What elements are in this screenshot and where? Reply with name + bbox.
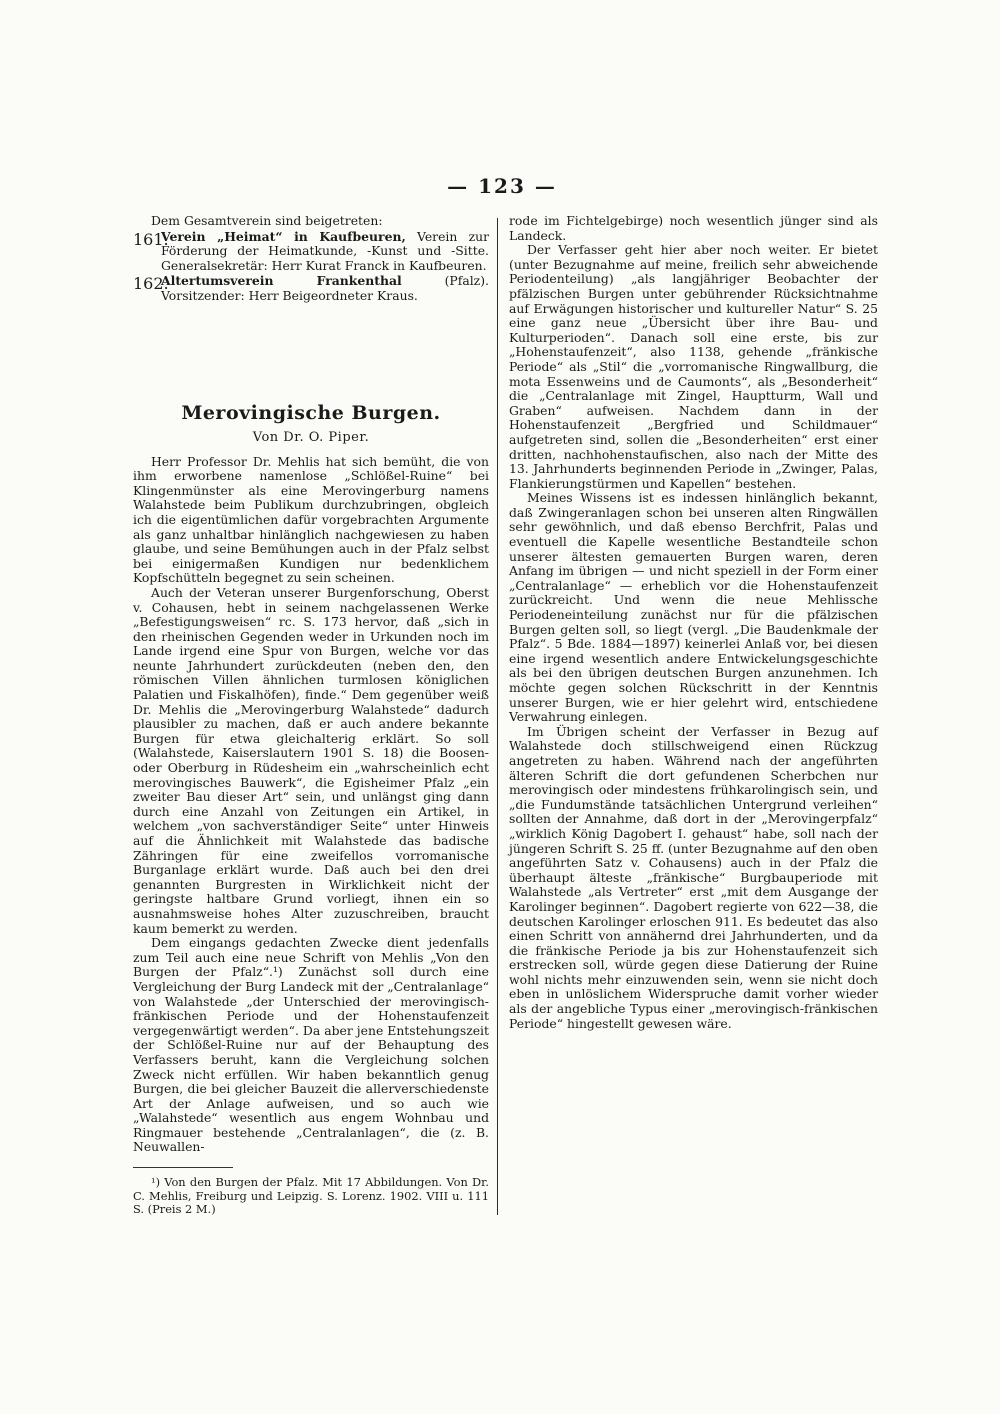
footnote: ¹) Von den Burgen der Pfalz. Mit 17 Abbildungen. Von Dr. C. Mehlis, Freiburg und Leipzig. S. Lorenz. 1902. VIII u. 111 S. (Preis 2 M.) [133,1175,489,1217]
body-paragraph: Im Übrigen scheint der Verfasser in Bezug auf Walahstede doch stillschweigend einen Rückzug angetreten zu haben. Während nach der angeführten älteren Schrift die dort gefundenen Scherbchen nur merovingisch oder mindestens frühkarolingisch sein, und „die Fundumstände tatsächlichen Untergrund verleihen“ sollten der Annahme, daß dort in der „Merovingerpfalz“ „wirklich König Dagobert I. gehaust“ habe, soll nach der jüngeren Schrift S. 25 ff. (unter Bezugnahme auf den oben angeführten Satz v. Cohausens) auch in der Pfalz die überhaupt älteste „fränkische“ Burgbauperiode mit Walahstede „als Vertreter“ erst „mit dem Ausgange der Karolinger beginnen“. Dagobert regierte von 622—38, die deutschen Karolinger erloschen 911. Es bedeutet das also einen Schritt von annähernd drei Jahrhunderten, und da die fränkische Periode ja bis zur Hohenstaufenzeit sich erstrecken soll, würde gegen diese Datierung der Ruine wohl nichts mehr einzuwenden sein, wenn sie nicht doch eben in unlöslichem Widerspruche damit vorher wieder als der angebliche Typus einer „merovingisch-fränkischen Periode“ hingestellt gewesen wäre. [509,723,878,1031]
body-paragraph: Der Verfasser geht hier aber noch weiter. Er bietet (unter Bezugnahme auf meine, freilich sehr abweichende Periodenteilung) „als langjähriger Beobachter der pfälzischen Burgen unter gebührender Rücksichtnahme auf Erwägungen historischer und kultureller Natur“ S. 25 eine ganz neue „Übersicht über ihre Bau- und Kulturperioden“. Danach soll eine erste, bis zur „Hohenstaufenzeit“, also 1138, gehende „fränkische Periode“ als „Stil“ die „vorromanische Ringwallburg, die mota Essenweins und de Caumonts“, als „Besonderheit“ die „Centralanlage mit Zingel, Hauptturm, Wall und Graben“ aufweisen. Nachdem dann in der Hohenstaufenzeit „Bergfried und Schildmauer“ aufgetreten sind, sollen die „Besonderheiten“ erst einer dritten, nachhohenstaufischen, also nach der Mitte des 13. Jahrhunderts beginnenden Periode in „Zwinger, Palas, Flankierungstürmen und Kapellen“ bestehen. [509,242,878,491]
body-paragraph: Herr Professor Dr. Mehlis hat sich bemüht, die von ihm erworbene namenlose „Schlößel-Ruine“ bei Klingenmünster als eine Merovingerburg namens Walahstede beim Publikum durchzubringen, obgleich ich die eigentümlichen dafür vorgebrachten Argumente als ganz unhaltbar hinlänglich nachgewiesen zu haben glaube, und seine Bemühungen auch in der Pfalz selbst bei einigermaßen Kundigen nur bedenklichem Kopfschütteln begegnet zu sein scheinen. [133,453,489,586]
member-description: (Pfalz). Vorsitzender: Herr Beigeordneter Kraus. [161,273,489,303]
member-item [133,230,489,274]
member-description: Verein zur Förderung der Heimatkunde, -Kunst und -Sitte. Generalsekretär: Herr Kurat Franck in Kaufbeuren. [161,228,489,273]
body-paragraph: Meines Wissens ist es indessen hinlänglich bekannt, daß Zwingeranlagen schon bei unseren alten Ringwällen sehr gewöhnlich, und daß ebenso Berchfrit, Palas und eventuell die Kapelle wesentliche Bestandteile schon unserer ältesten gemauerten Burgen waren, deren Anfang im übrigen — und nicht speziell in der Form einer „Centralanlage“ — erheblich vor die Hohenstaufenzeit zurückreicht. Und wenn die neue Mehlissche Periodeneinteilung zunächst nur für die pfälzischen Burgen gelten soll, so liegt (vergl. „Die Baudenkmale der Pfalz“. 5 Bde. 1884—1897) keinerlei Anlaß vor, bei diesen eine irgend wesentlich andere Entwickelungsgeschichte als bei den übrigen deutschen Burgen anzunehmen. Ich möchte gegen solchen Rückschritt in der Kenntnis unserer Burgen, wie er hier gelehrt wird, entschiedene Verwahrung einlegen. [509,490,878,725]
member-number: 161. [133,229,169,249]
member-text [161,274,489,303]
member-number: 162. [133,274,169,294]
footnote-rule [133,1167,233,1168]
body-paragraph: rode im Fichtelgebirge) noch wesentlich jünger sind als Landeck. [509,213,878,243]
member-name: Altertumsverein Frankenthal [161,273,402,289]
body-paragraph: Auch der Veteran unserer Burgenforschung, Oberst v. Cohausen, hebt in seinem nachgelassenen Werke „Befestigungsweisen“ rc. S. 173 hervor, daß „sich in den rheinischen Gegenden weder in Urkunden noch im Lande irgend eine Spur von Burgen, welche vor das neunte Jahrhundert zurückdeuten (neben den, den römischen Villen ähnlichen turmlosen königlichen Palatien und Fiskalhöfen), finde.“ Dem gegenüber weiß Dr. Mehlis die „Merovingerburg Walahstede“ dadurch plausibler zu machen, daß er auch andere bekannte Burgen für etwa gleichalterig erklärt. So soll (Walahstede, Kaiserslautern 1901 S. 18) die Boosen- oder Oberburg in Rüdesheim ein „wahrscheinlich echt merovingisches Bauwerk“, die Egisheimer Pfalz „ein zweiter Bau dieser Art“ sein, und unlängst ging dann durch eine Anzahl von Zeitungen ein Artikel, in welchem „von sachverständiger Seite“ unter Hinweis auf die Ähnlichkeit mit Walahstede das badische Zähringen für eine zweifellos vorromanische Burganlage erklärt wurde. Daß auch bei den drei genannten Burgresten in Wirklichkeit nicht der geringste haltbare Grund vorliegt, ihnen ein so ausnahmsweise hohes Alter zuzuschreiben, braucht kaum bemerkt zu werden. [133,584,489,936]
member-name: Verein „Heimat“ in Kaufbeuren, [161,228,406,244]
members-intro: Dem Gesamtverein sind beigetreten: [151,213,383,228]
left-column [133,214,489,1217]
member-item [133,274,489,303]
article-author: Von Dr. O. Piper. [252,429,370,445]
column-divider [497,218,498,1215]
page-number: — 123 — [447,174,557,198]
body-paragraph: Dem eingangs gedachten Zwecke dient jedenfalls zum Teil auch eine neue Schrift von Mehlis „Von den Burgen der Pfalz“.¹) Zunächst soll durch eine Vergleichung der Burg Landeck mit der „Centralanlage“ von Walahstede „der Unterschied der merovingisch-fränkischen Periode und der Hohenstaufenzeit vergegenwärtigt werden“. Da aber jene Entstehungszeit der Schlößel-Ruine nur auf der Behauptung des Verfassers beruht, kann die Vergleichung solchen Zweck nicht erfüllen. Wir haben bekanntlich genug Burgen, die bei gleicher Bauzeit die allerverschiedenste Art der Anlage aufweisen, und so auch wie „Walahstede“ wesentlich aus engem Wohnbau und Ringmauer bestehende „Centralanlagen“, die (z. B. Neuwallen- [133,935,489,1155]
right-column [509,214,878,1031]
article-title: Merovingische Burgen. [181,401,441,424]
member-text [161,230,489,274]
